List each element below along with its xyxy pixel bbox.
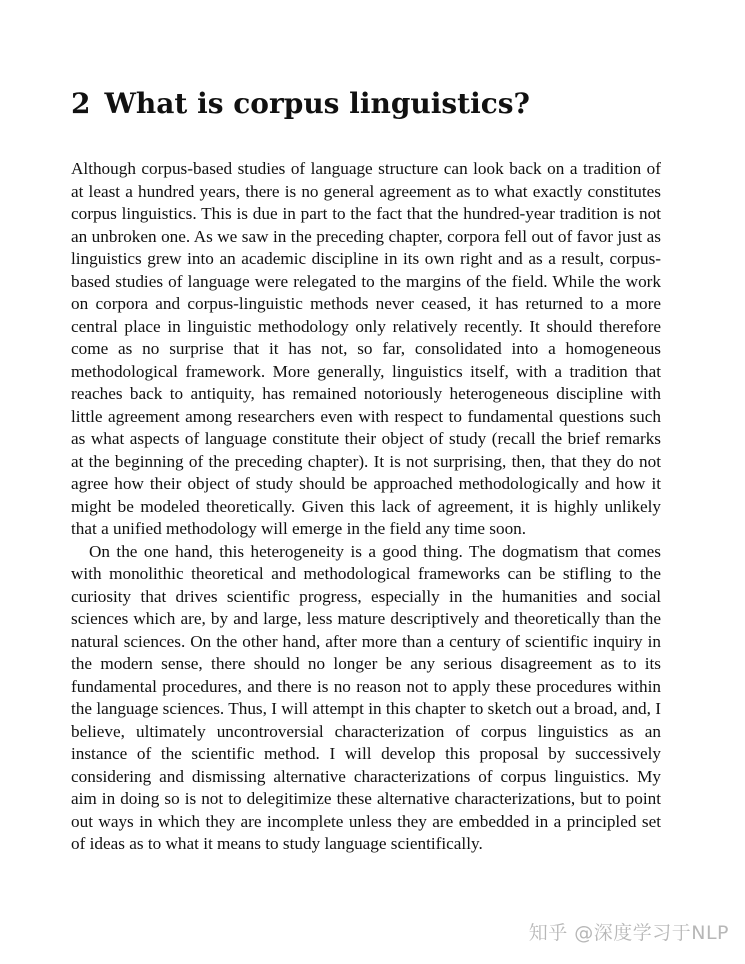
chapter-body: [71, 158, 661, 856]
chapter-number: 2: [71, 87, 91, 120]
watermark-text: 知乎 @深度学习于NLP: [528, 922, 729, 944]
paragraph-1: Although corpus-based studies of language structure can look back on a tradition of at least a hundred years, there is no general agreement as to what exactly constitutes corpus linguistics. This is due in part to the fact that the hundred-year tradition is not an unbroken one. As we saw in the preceding chapter, corpora fell out of favor just as linguistics grew into an academic discipline in its own right and as a result, corpus-based studies of language were relegated to the margins of the field. While the work on corpora and corpus-linguistic methods never ceased, it has returned to a more central place in linguistic methodology only relatively recently. It should therefore come as no surprise that it has not, so far, consolidated into a homogeneous methodological framework. More generally, linguistics itself, with a tradition that reaches back to antiquity, has remained notoriously heterogeneous discipline with little agreement among researchers even with respect to fundamental questions such as what aspects of language constitute their object of study (recall the brief remarks at the beginning of the preceding chapter). It is not surprising, then, that they do not agree how their object of study should be approached methodologically and how it might be modeled theoretically. Given this lack of agreement, it is highly unlikely that a unified methodology will emerge in the field any time soon.: [71, 159, 661, 538]
chapter-heading: [71, 82, 671, 126]
chapter-title: What is corpus linguistics?: [104, 87, 530, 120]
paragraph-2: On the one hand, this heterogeneity is a good thing. The dogmatism that comes with monolithic theoretical and methodological frameworks can be stifling to the curiosity that drives scientific progress, especially in the humanities and social sciences which are, by and large, less mature descriptively and theoretically than the natural sciences. On the other hand, after more than a century of scientific inquiry in the modern sense, there should no longer be any serious disagreement as to its fundamental procedures, and there is no reason not to apply these procedures within the language sciences. Thus, I will attempt in this chapter to sketch out a broad, and, I believe, ultimately uncontroversial characterization of corpus linguistics as an instance of the scientific method. I will develop this proposal by successively considering and dismissing alternative characterizations of corpus linguistics. My aim in doing so is not to delegitimize these alternative characterizations, but to point out ways in which they are incomplete unless they are embedded in a principled set of ideas as to what it means to study language scientifically.: [71, 541, 661, 853]
